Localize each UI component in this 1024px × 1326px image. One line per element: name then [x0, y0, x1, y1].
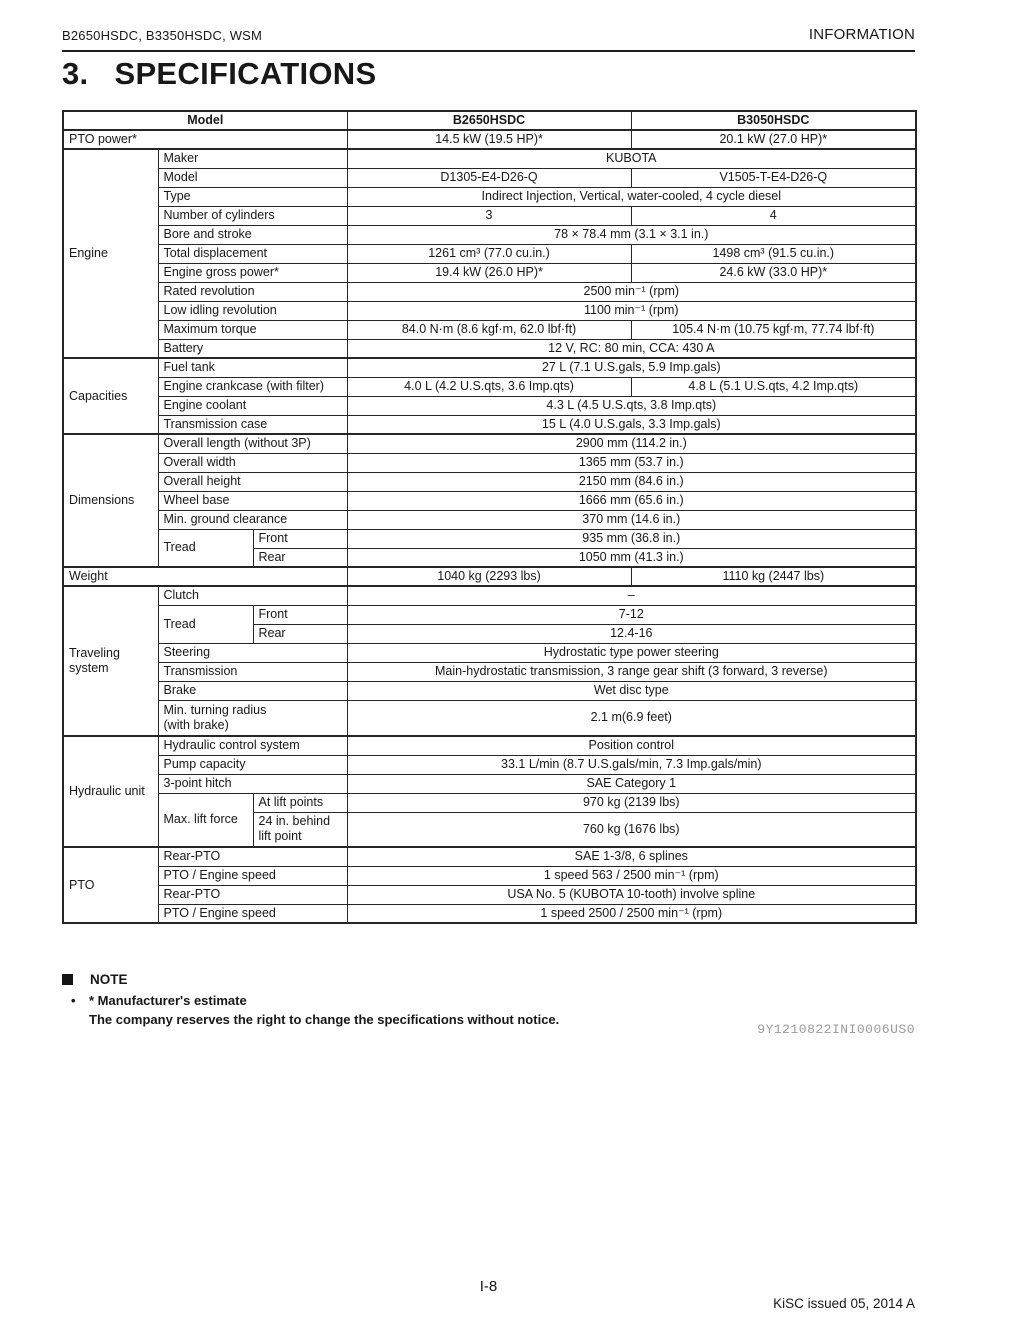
table-row	[63, 434, 916, 453]
label-cell: Fuel tank	[158, 358, 347, 377]
table-row	[63, 472, 916, 491]
value-cell: 20.1 kW (27.0 HP)*	[631, 130, 916, 149]
table-row	[63, 130, 916, 149]
table-row	[63, 681, 916, 700]
label-cell: Transmission case	[158, 415, 347, 434]
column-header-cell: Model	[63, 111, 347, 130]
column-header-cell: B3050HSDC	[631, 111, 916, 130]
label-cell: Hydraulic control system	[158, 736, 347, 755]
table-row	[63, 187, 916, 206]
value-cell: Main-hydrostatic transmission, 3 range gear shift (3 forward, 3 reverse)	[347, 662, 916, 681]
label-cell: Type	[158, 187, 347, 206]
value-cell: KUBOTA	[347, 149, 916, 168]
page-title-number: 3.	[62, 56, 89, 91]
label-cell: Min. turning radius (with brake)	[158, 700, 347, 736]
table-row	[63, 774, 916, 793]
label-cell: PTO power*	[63, 130, 347, 149]
group-cell: Engine	[63, 149, 158, 358]
value-cell: 24.6 kW (33.0 HP)*	[631, 263, 916, 282]
group-cell: Dimensions	[63, 434, 158, 567]
label-cell: Brake	[158, 681, 347, 700]
label-cell: Model	[158, 168, 347, 187]
note-item-text: * Manufacturer's estimate	[89, 993, 247, 1008]
table-row	[63, 263, 916, 282]
document-code: 9Y1210822INI0006US0	[757, 1022, 915, 1037]
label-cell: Maker	[158, 149, 347, 168]
table-row	[63, 301, 916, 320]
table-row	[63, 510, 916, 529]
label-cell: Rated revolution	[158, 282, 347, 301]
group-cell: Capacities	[63, 358, 158, 434]
sublabel-cell: Front	[253, 529, 347, 548]
value-cell: 4.3 L (4.5 U.S.qts, 3.8 Imp.qts)	[347, 396, 916, 415]
label-cell: Engine crankcase (with filter)	[158, 377, 347, 396]
value-cell: 1666 mm (65.6 in.)	[347, 491, 916, 510]
label-cell: Pump capacity	[158, 755, 347, 774]
label-cell: Number of cylinders	[158, 206, 347, 225]
value-cell: 14.5 kW (19.5 HP)*	[347, 130, 631, 149]
note-heading-row	[62, 972, 915, 987]
label-cell: Maximum torque	[158, 320, 347, 339]
bullet-icon: •	[71, 993, 76, 1008]
label-cell: Engine coolant	[158, 396, 347, 415]
running-header	[62, 26, 915, 52]
value-cell: –	[347, 586, 916, 605]
issue-note: KiSC issued 05, 2014 A	[773, 1296, 915, 1311]
table-row	[63, 244, 916, 263]
table-row	[63, 700, 916, 736]
label-cell: Transmission	[158, 662, 347, 681]
value-cell: 2150 mm (84.6 in.)	[347, 472, 916, 491]
table-row	[63, 339, 916, 358]
group-cell: PTO	[63, 847, 158, 923]
value-cell: Hydrostatic type power steering	[347, 643, 916, 662]
sublabel-cell: 24 in. behind lift point	[253, 812, 347, 847]
value-cell: V1505-T-E4-D26-Q	[631, 168, 916, 187]
table-row	[63, 755, 916, 774]
table-row	[63, 111, 916, 130]
label-cell: Overall width	[158, 453, 347, 472]
value-cell: 27 L (7.1 U.S.gals, 5.9 Imp.gals)	[347, 358, 916, 377]
table-row	[63, 453, 916, 472]
table-row	[63, 491, 916, 510]
table-row	[63, 377, 916, 396]
table-row	[63, 225, 916, 244]
note-block	[62, 972, 915, 1027]
label-cell: Clutch	[158, 586, 347, 605]
note-item-row	[62, 993, 915, 1008]
table-row	[63, 605, 916, 624]
value-cell: 4.8 L (5.1 U.S.qts, 4.2 Imp.qts)	[631, 377, 916, 396]
table-row	[63, 415, 916, 434]
label-cell: Max. lift force	[158, 793, 253, 847]
label-cell: Total displacement	[158, 244, 347, 263]
value-cell: 4	[631, 206, 916, 225]
group-cell: Hydraulic unit	[63, 736, 158, 847]
label-cell: Tread	[158, 605, 253, 643]
table-row	[63, 736, 916, 755]
label-cell: Min. ground clearance	[158, 510, 347, 529]
header-models-text: B2650HSDC, B3350HSDC, WSM	[62, 28, 263, 43]
page-number: I-8	[479, 1278, 498, 1295]
table-row	[63, 904, 916, 923]
label-cell: Low idling revolution	[158, 301, 347, 320]
value-cell: 1498 cm³ (91.5 cu.in.)	[631, 244, 916, 263]
column-header-cell: B2650HSDC	[347, 111, 631, 130]
table-row	[63, 662, 916, 681]
value-cell: 19.4 kW (26.0 HP)*	[347, 263, 631, 282]
label-cell: Wheel base	[158, 491, 347, 510]
value-cell: 1365 mm (53.7 in.)	[347, 453, 916, 472]
label-cell: Rear-PTO	[158, 847, 347, 866]
label-cell: PTO / Engine speed	[158, 904, 347, 923]
sublabel-cell: Rear	[253, 624, 347, 643]
label-cell: Bore and stroke	[158, 225, 347, 244]
value-cell: USA No. 5 (KUBOTA 10-tooth) involve spline	[347, 885, 916, 904]
value-cell: Wet disc type	[347, 681, 916, 700]
value-cell: 1 speed 563 / 2500 min⁻¹ (rpm)	[347, 866, 916, 885]
value-cell: 105.4 N·m (10.75 kgf·m, 77.74 lbf·ft)	[631, 320, 916, 339]
label-cell: PTO / Engine speed	[158, 866, 347, 885]
value-cell: 12.4-16	[347, 624, 916, 643]
value-cell: 4.0 L (4.2 U.S.qts, 3.6 Imp.qts)	[347, 377, 631, 396]
group-cell: Traveling system	[63, 586, 158, 736]
table-row	[63, 643, 916, 662]
table-row	[63, 206, 916, 225]
value-cell: 12 V, RC: 80 min, CCA: 430 A	[347, 339, 916, 358]
value-cell: 2500 min⁻¹ (rpm)	[347, 282, 916, 301]
label-cell: Battery	[158, 339, 347, 358]
label-cell: Overall length (without 3P)	[158, 434, 347, 453]
value-cell: 760 kg (1676 lbs)	[347, 812, 916, 847]
value-cell: 1261 cm³ (77.0 cu.in.)	[347, 244, 631, 263]
sublabel-cell: Front	[253, 605, 347, 624]
value-cell: Position control	[347, 736, 916, 755]
label-cell: Overall height	[158, 472, 347, 491]
table-row	[63, 149, 916, 168]
note-continuation-text: The company reserves the right to change the specifications without notice.	[89, 1012, 560, 1027]
table-row	[63, 282, 916, 301]
table-row	[63, 793, 916, 812]
value-cell: 1 speed 2500 / 2500 min⁻¹ (rpm)	[347, 904, 916, 923]
value-cell: 2.1 m(6.9 feet)	[347, 700, 916, 736]
page-title-text: SPECIFICATIONS	[114, 56, 377, 91]
table-row	[63, 396, 916, 415]
value-cell: 1050 mm (41.3 in.)	[347, 548, 916, 567]
value-cell: 78 × 78.4 mm (3.1 × 3.1 in.)	[347, 225, 916, 244]
table-row	[63, 847, 916, 866]
label-cell: 3-point hitch	[158, 774, 347, 793]
specifications-table	[62, 110, 917, 924]
value-cell: SAE Category 1	[347, 774, 916, 793]
sublabel-cell: Rear	[253, 548, 347, 567]
value-cell: 1100 min⁻¹ (rpm)	[347, 301, 916, 320]
table-row	[63, 586, 916, 605]
table-row	[63, 885, 916, 904]
table-row	[63, 358, 916, 377]
value-cell: 1040 kg (2293 lbs)	[347, 567, 631, 586]
label-cell: Weight	[63, 567, 347, 586]
label-cell: Steering	[158, 643, 347, 662]
value-cell: 15 L (4.0 U.S.gals, 3.3 Imp.gals)	[347, 415, 916, 434]
value-cell: 2900 mm (114.2 in.)	[347, 434, 916, 453]
note-heading: NOTE	[90, 972, 128, 987]
value-cell: 3	[347, 206, 631, 225]
table-row	[63, 529, 916, 548]
table-row	[63, 567, 916, 586]
label-cell: Engine gross power*	[158, 263, 347, 282]
table-row	[63, 866, 916, 885]
label-cell: Rear-PTO	[158, 885, 347, 904]
value-cell: 7-12	[347, 605, 916, 624]
header-section-text: INFORMATION	[808, 26, 915, 43]
label-cell: Tread	[158, 529, 253, 567]
value-cell: 970 kg (2139 lbs)	[347, 793, 916, 812]
note-square-icon	[62, 974, 73, 985]
value-cell: D1305-E4-D26-Q	[347, 168, 631, 187]
page-title	[62, 56, 376, 92]
value-cell: 84.0 N·m (8.6 kgf·m, 62.0 lbf·ft)	[347, 320, 631, 339]
value-cell: SAE 1-3/8, 6 splines	[347, 847, 916, 866]
table-row	[63, 320, 916, 339]
value-cell: 370 mm (14.6 in.)	[347, 510, 916, 529]
value-cell: 1110 kg (2447 lbs)	[631, 567, 916, 586]
value-cell: 935 mm (36.8 in.)	[347, 529, 916, 548]
table-row	[63, 168, 916, 187]
value-cell: Indirect Injection, Vertical, water-cooled, 4 cycle diesel	[347, 187, 916, 206]
sublabel-cell: At lift points	[253, 793, 347, 812]
specifications-table-body	[63, 111, 916, 923]
value-cell: 33.1 L/min (8.7 U.S.gals/min, 7.3 Imp.gals/min)	[347, 755, 916, 774]
